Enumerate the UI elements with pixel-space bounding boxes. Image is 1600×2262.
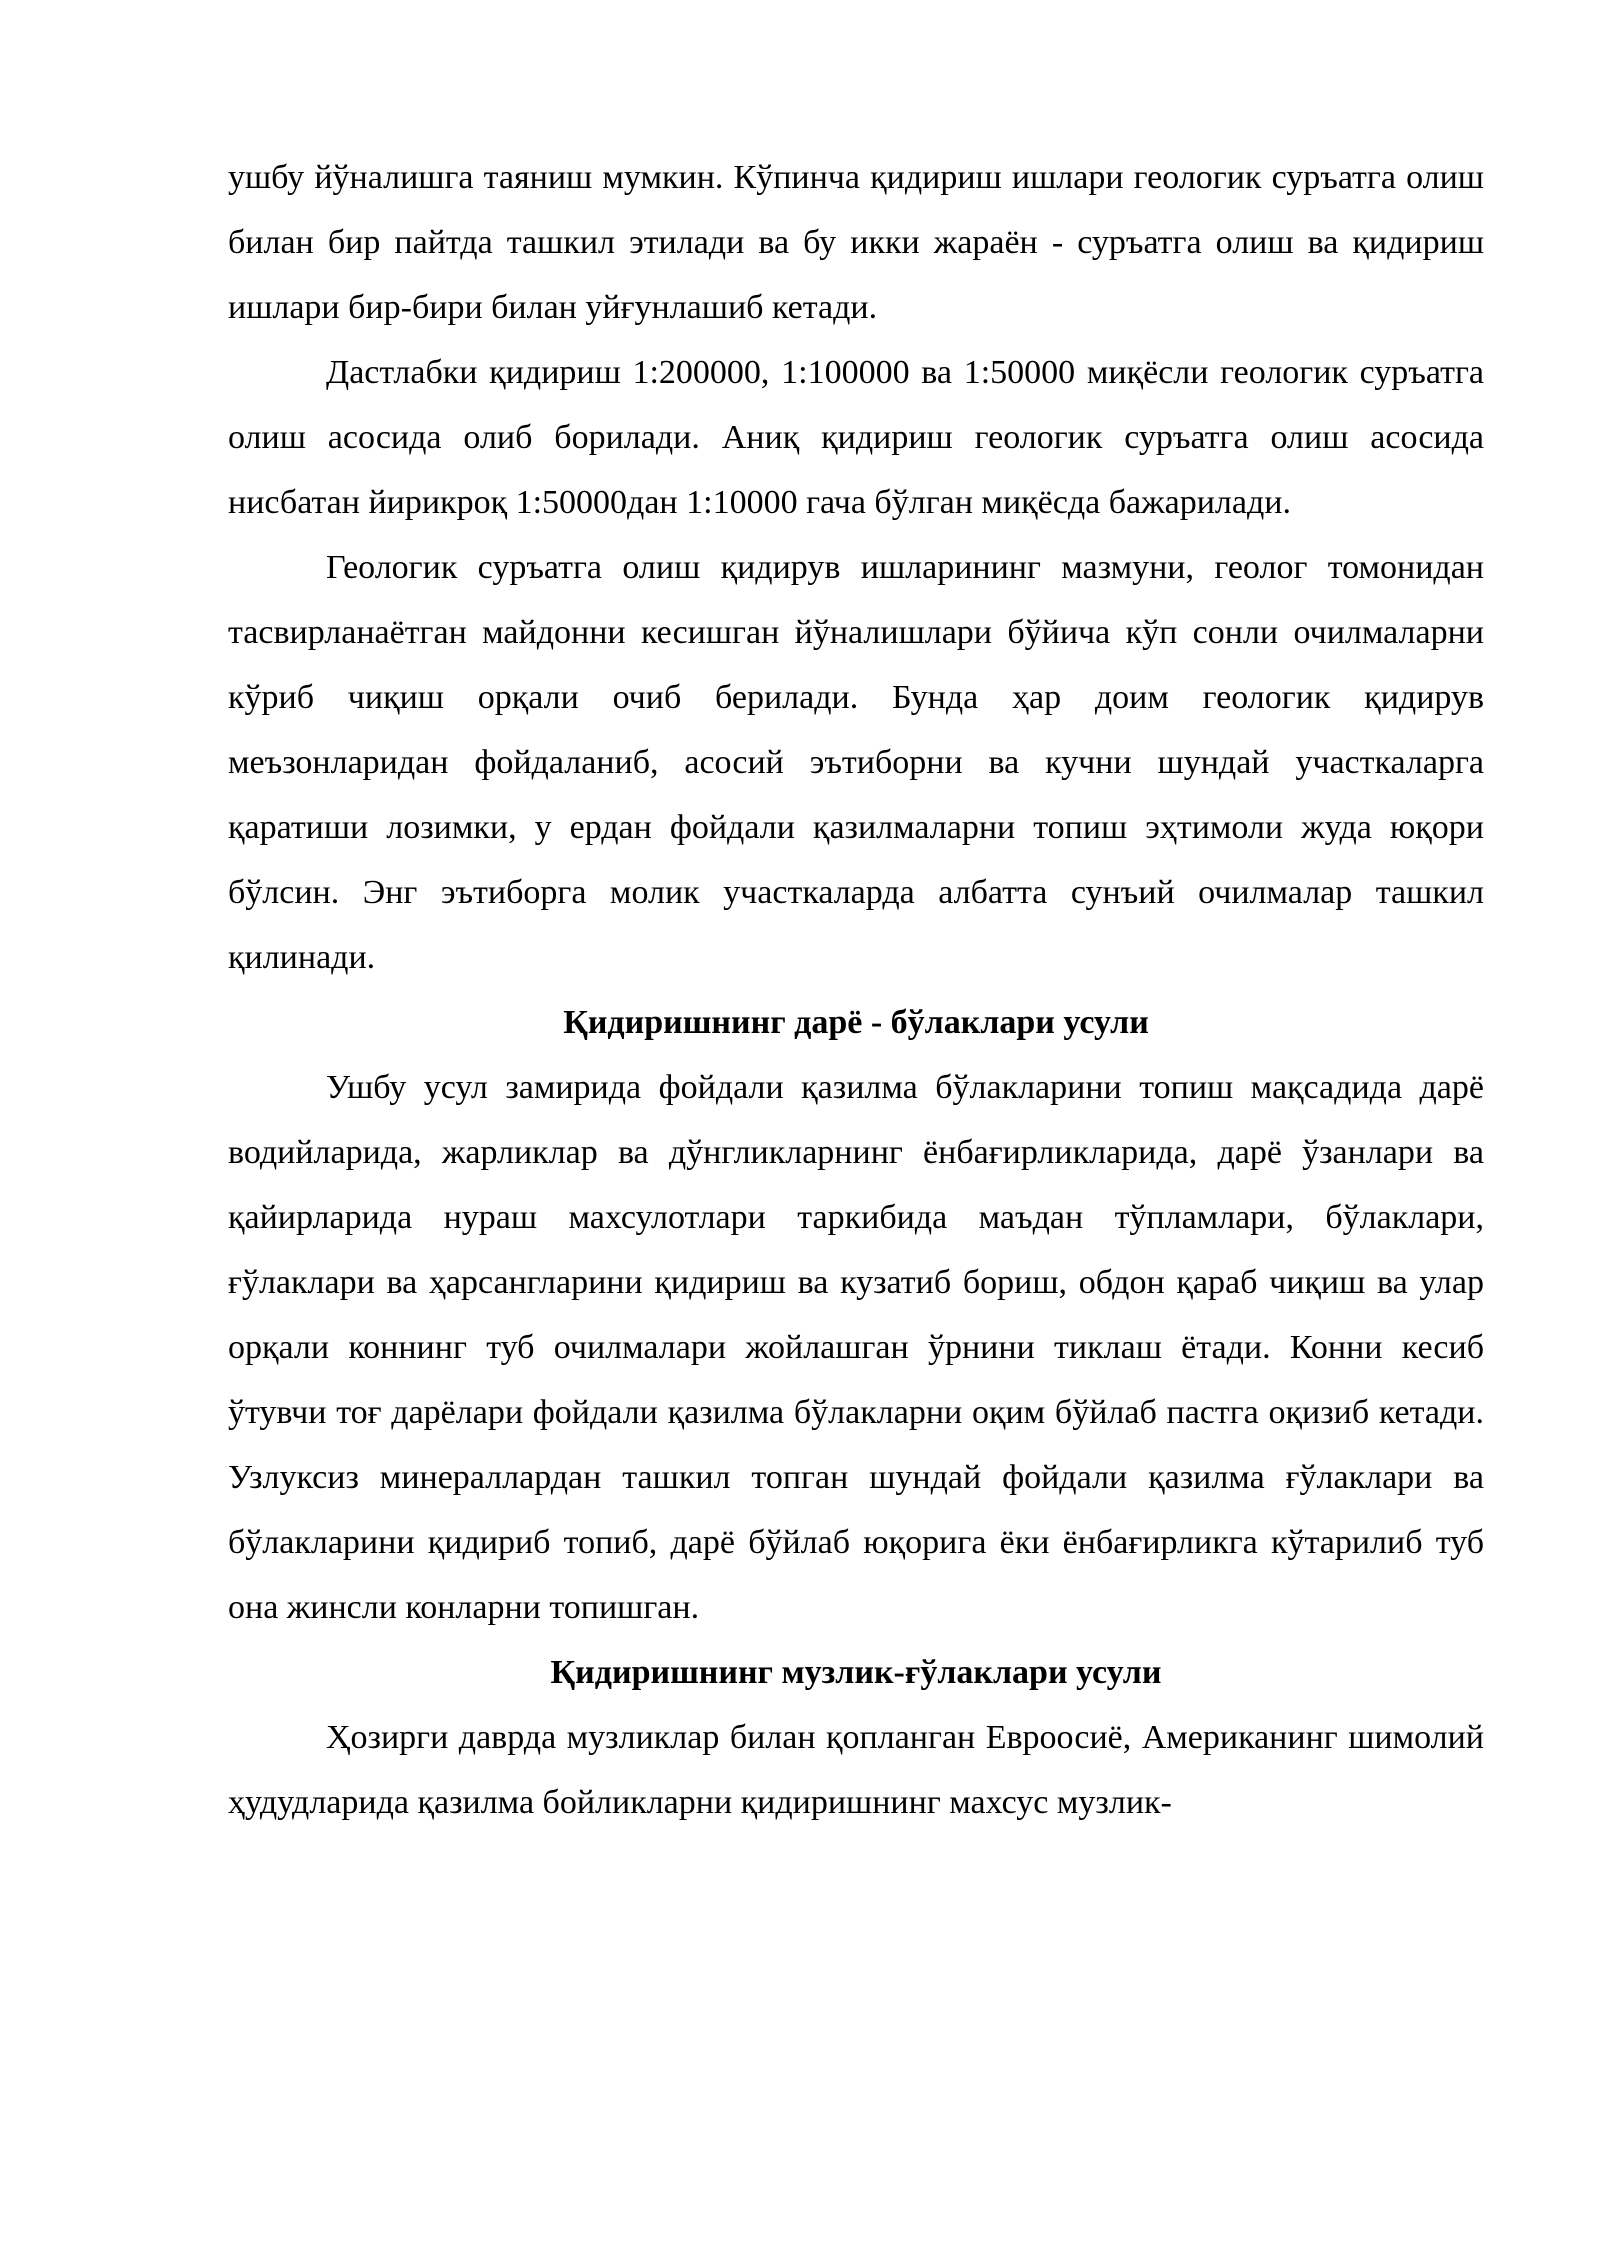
- section-heading: Қидиришнинг дарё - бўлаклари усули: [563, 1004, 1149, 1041]
- paragraph: Ушбу усул замирида фойдали қазилма бўлакларини топиш мақсадида дарё водийларида, жарликлар ва дўнгликларнинг ёнбағирликларида, дарё ўзанлари ва қайирларида нураш махсулотлари таркибида маъдан тўпламлари, бўлаклари, ғўлаклари ва ҳарсангларини қидириш ва кузатиб бориш, обдон қараб чиқиш ва улар орқали коннинг туб очилмалари жойлашган ўрнини тиклаш ётади. Конни кесиб ўтувчи тоғ дарёлари фойдали қазилма бўлакларни оқим бўйлаб пастга оқизиб кетади. Узлуксиз минераллардан ташкил топган шундай фойдали қазилма ғўлаклари ва бўлакларини қидириб топиб, дарё бўйлаб юқорига ёки ёнбағирликга кўтарилиб туб она жинсли конларни топишган.: [228, 1069, 1484, 1626]
- paragraph: ушбу йўналишга таяниш мумкин. Кўпинча қидириш ишлари геологик суръатга олиш билан бир пайтда ташкил этилади ва бу икки жараён - суръатга олиш ва қидириш ишлари бир-бири билан уйғунлашиб кетади.: [228, 159, 1484, 326]
- section-heading: Қидиришнинг музлик-ғўлаклари усули: [550, 1654, 1162, 1691]
- document-body: [228, 145, 1484, 1835]
- paragraph: Геологик суръатга олиш қидирув ишларининг мазмуни, геолог томонидан тасвирланаётган майдонни кесишган йўналишлари бўйича кўп сонли очилмаларни кўриб чиқиш орқали очиб берилади. Бунда ҳар доим геологик қидирув меъзонларидан фойдаланиб, асосий эътиборни ва кучни шундай участкаларга қаратиши лозимки, у ердан фойдали қазилмаларни топиш эҳтимоли жуда юқори бўлсин. Энг эътиборга молик участкаларда албатта сунъий очилмалар ташкил қилинади.: [228, 549, 1484, 976]
- paragraph: Дастлабки қидириш 1:200000, 1:100000 ва 1:50000 миқёсли геологик суръатга олиш асосида олиб борилади. Аниқ қидириш геологик суръатга олиш асосида нисбатан йирикроқ 1:50000дан 1:10000 гача бўлган миқёсда бажарилади.: [228, 354, 1484, 521]
- paragraph: Ҳозирги даврда музликлар билан қопланган Евроосиё, Американинг шимолий ҳудудларида қазилма бойликларни қидиришнинг махсус музлик-: [228, 1719, 1484, 1821]
